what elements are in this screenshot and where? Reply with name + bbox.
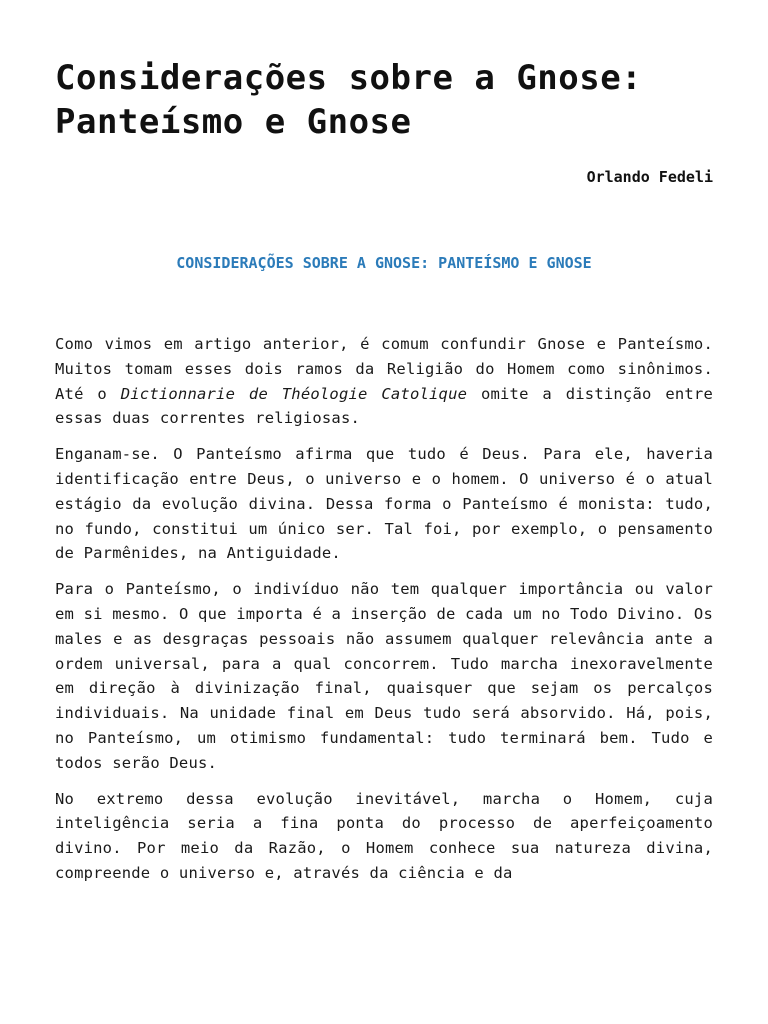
book-title-italic: Dictionnarie de Théologie Catolique (120, 384, 468, 403)
article-title-line-1: Considerações sobre a Gnose: (55, 58, 643, 98)
section-heading: CONSIDERAÇÕES SOBRE A GNOSE: PANTEÍSMO E GNOSE (176, 254, 592, 272)
paragraph-3: Para o Panteísmo, o indivíduo não tem qualquer importância ou valor em si mesmo. O que importa é a inserção de cada um no Todo Divino. Os males e as desgraças pessoais não assumem qualquer relevância ante a ordem universal, para a qual concorrem. Tudo marcha inexoravelmente em direção à divinização final, quaisquer que sejam os percalços individuais. Na unidade final em Deus tudo será absorvido. Há, pois, no Panteísmo, um otimismo fundamental: tudo terminará bem. Tudo e todos serão Deus. (55, 580, 713, 772)
paragraph-2: Enganam-se. O Panteísmo afirma que tudo é Deus. Para ele, haveria identificação entre Deus, o universo e o homem. O universo é o atual estágio da evolução divina. Dessa forma o Panteísmo é monista: tudo, no fundo, constitui um único ser. Tal foi, por exemplo, o pensamento de Parmênides, na Antiguidade. (55, 445, 713, 563)
article-author: Orlando Fedeli (586, 168, 713, 186)
paragraph-1 (55, 332, 713, 431)
article-body (55, 332, 713, 886)
document-page (55, 0, 713, 897)
paragraph-4: No extremo dessa evolução inevitável, marcha o Homem, cuja inteligência seria a fina ponta do processo de aperfeiçoamento divino. Por meio da Razão, o Homem conhece sua natureza divina, compreende o universo e, através da ciência e da (55, 789, 713, 882)
article-title-line-2: Panteísmo e Gnose (55, 102, 412, 142)
paragraph-1-text-end: omite a distinção entre essas duas correntes religiosas. (55, 384, 713, 428)
article-title (55, 56, 713, 144)
paragraph-1-text-start: Como vimos em artigo anterior, é comum confundir Gnose e Panteísmo. Muitos tomam esses dois ramos da Religião do Homem como sinônimos. Até o (55, 335, 713, 403)
